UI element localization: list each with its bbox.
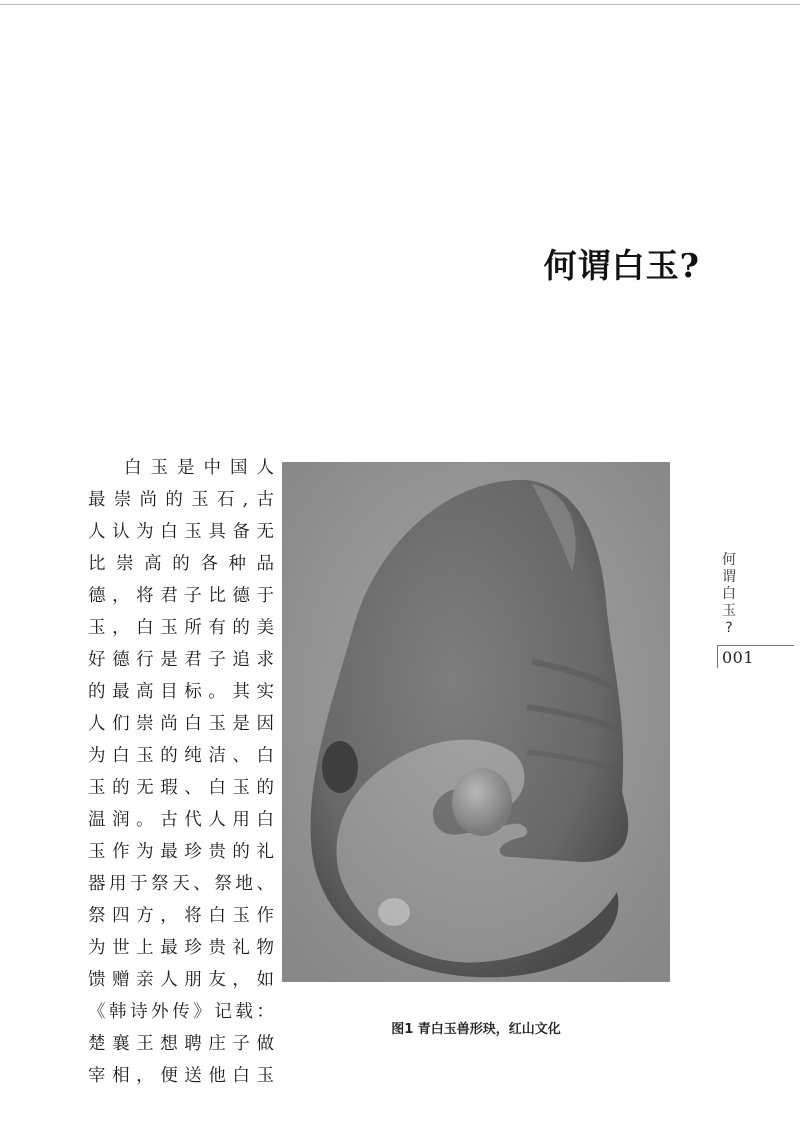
side-title-char: 谓: [722, 569, 736, 585]
side-running-title: [719, 552, 739, 637]
body-line: 玉作为最珍贵的礼: [88, 842, 274, 862]
figure-caption: 图1 青白玉兽形玦，红山文化: [391, 1022, 561, 1037]
side-title-char: ?: [725, 620, 733, 636]
body-line: 器用于祭天、祭地、: [88, 874, 274, 894]
body-line: 温润。古代人用白: [88, 810, 274, 830]
chapter-title: 何谓白玉?: [543, 246, 700, 285]
body-line: 最崇尚的玉石,古: [88, 490, 274, 510]
body-line: 为白玉的纯洁、白: [88, 746, 274, 766]
top-rule: [0, 4, 800, 5]
body-line: 比崇高的各种品: [88, 554, 274, 574]
side-title-char: 白: [722, 586, 736, 602]
page-number: 001: [722, 648, 755, 667]
body-line: 玉的无瑕、白玉的: [88, 778, 274, 798]
body-line: 德，将君子比德于: [88, 586, 274, 606]
side-title-char: 何: [722, 552, 736, 568]
page-number-box: [717, 645, 794, 668]
jade-illustration: [282, 462, 670, 982]
body-line: 楚襄王想聘庄子做: [88, 1034, 274, 1054]
jade-eye-hole: [322, 741, 358, 793]
jade-photo: [282, 462, 670, 982]
body-line: 人认为白玉具备无: [88, 522, 274, 542]
body-line: 的最高目标。其实: [88, 682, 274, 702]
body-line: 馈赠亲人朋友，如: [88, 970, 274, 990]
jade-central-knob: [452, 768, 512, 836]
body-text: [88, 452, 274, 1092]
body-line: 人们崇尚白玉是因: [88, 714, 274, 734]
body-line: 《韩诗外传》记载：: [88, 1002, 274, 1022]
body-line: 祭四方，将白玉作: [88, 906, 274, 926]
body-line: 好德行是君子追求: [88, 650, 274, 670]
side-title-char: 玉: [722, 603, 736, 619]
body-line: 为世上最珍贵礼物: [88, 938, 274, 958]
body-line: 白玉是中国人: [124, 458, 274, 478]
body-line: 玉，白玉所有的美: [88, 618, 274, 638]
body-line: 宰相，便送他白玉: [88, 1066, 274, 1086]
